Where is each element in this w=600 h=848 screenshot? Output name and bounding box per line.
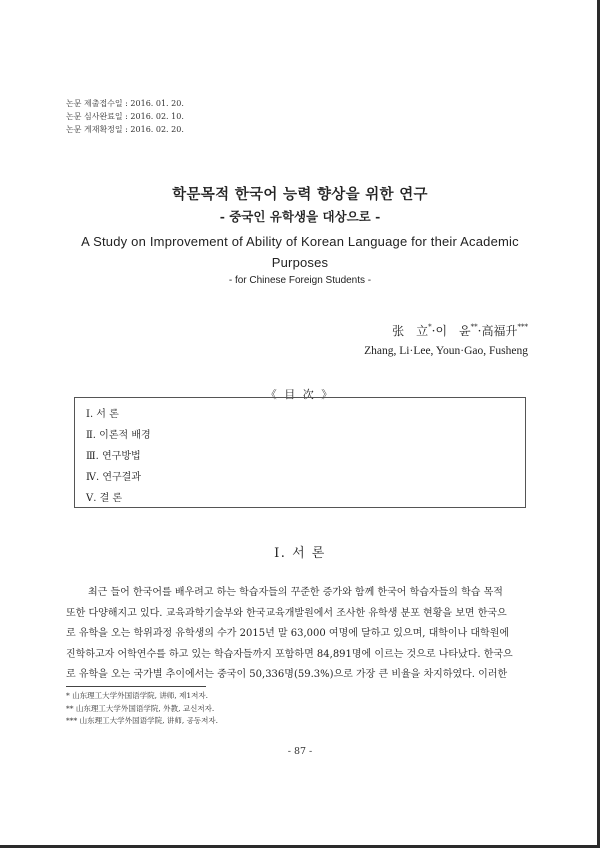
footnote: ** 山东理工大学外国语学院, 外教, 교신저자. bbox=[66, 703, 215, 713]
page-number: - 87 - bbox=[287, 746, 313, 757]
author-2-mark: ** bbox=[470, 323, 478, 331]
date-label: 논문 심사완료일 bbox=[66, 112, 123, 121]
date-label: 논문 제출접수일 bbox=[66, 99, 123, 108]
paper-title-english: A Study on Improvement of Ability of Korean Language for their Academic Purposes bbox=[81, 234, 519, 270]
date-row-reviewed: 논문 심사완료일 : 2016. 02. 10. bbox=[66, 112, 184, 121]
date-label: 논문 게재확정일 bbox=[66, 125, 123, 134]
paper-subtitle-english: - for Chinese Foreign Students - bbox=[228, 275, 372, 286]
toc-item: Ⅴ. 결 론 bbox=[86, 493, 123, 504]
date-row-accepted: 논문 게재확정일 : 2016. 02. 20. bbox=[66, 125, 184, 134]
toc-item: Ⅱ. 이론적 배경 bbox=[86, 430, 151, 441]
author-3: 高福升 bbox=[481, 324, 518, 338]
author-1-mark: * bbox=[428, 323, 432, 331]
body-line: 또한 다양해지고 있다. 교육과학기술부와 한국교육개발원에서 조사한 유학생 분포 현황을 보면 한국으 bbox=[66, 607, 507, 619]
author-3-mark: *** bbox=[517, 323, 528, 331]
toc-title: 《 目 次 》 bbox=[265, 388, 335, 401]
footnotes bbox=[66, 690, 218, 728]
author-separator: · bbox=[431, 324, 436, 338]
footnote: *** 山东理工大学外国语学院, 讲师, 공동저자. bbox=[66, 716, 219, 725]
paper-title-korean: 학문목적 한국어 능력 향상을 위한 연구 bbox=[172, 186, 428, 203]
author-2: 이 윤 bbox=[435, 324, 471, 338]
toc-item: Ⅳ. 연구결과 bbox=[86, 472, 141, 483]
authors-native bbox=[392, 322, 528, 339]
body-line: 진학하고자 어학연수를 하고 있는 학습자들까지 포함하면 84,891명에 이르는 것으로 나타났다. 한국으 bbox=[66, 648, 513, 660]
date-value: 2016. 02. 10. bbox=[130, 112, 184, 121]
toc-list bbox=[86, 404, 151, 509]
body-line: 최근 들어 한국어를 배우려고 하는 학습자들의 꾸준한 증가와 함께 한국어 학습자들의 학습 목적 bbox=[88, 587, 503, 598]
author-separator: · bbox=[477, 324, 482, 338]
section-heading-introduction: Ⅰ. 서 론 bbox=[274, 546, 326, 561]
date-value: 2016. 02. 20. bbox=[130, 125, 184, 134]
body-line: 로 유학을 오는 국가별 추이에서는 중국이 50,336명(59.3%)으로 가장 큰 비율을 차지하였다. 이러한 bbox=[66, 669, 508, 680]
date-value: 2016. 01. 20. bbox=[130, 99, 184, 108]
body-line: 로 유학을 오는 학위과정 유학생의 수가 2015년 말 63,000 여명에 달하고 있으며, 대학이나 대학원에 bbox=[66, 628, 510, 639]
author-1: 张 立 bbox=[392, 324, 429, 338]
authors-english: Zhang, Li·Lee, Youn·Gao, Fusheng bbox=[364, 345, 528, 357]
submission-dates bbox=[66, 97, 184, 136]
toc-item: Ⅰ. 서 론 bbox=[86, 409, 119, 420]
body-paragraph bbox=[66, 583, 534, 686]
date-row-submitted: 논문 제출접수일 : 2016. 01. 20. bbox=[66, 99, 184, 108]
footnote: * 山东理工大学外国语学院, 讲师, 제1저자. bbox=[66, 691, 209, 700]
toc-item: Ⅲ. 연구방법 bbox=[86, 451, 141, 462]
footnote-divider bbox=[66, 686, 206, 687]
paper-subtitle-korean: - 중국인 유학생을 대상으로 - bbox=[219, 209, 381, 224]
